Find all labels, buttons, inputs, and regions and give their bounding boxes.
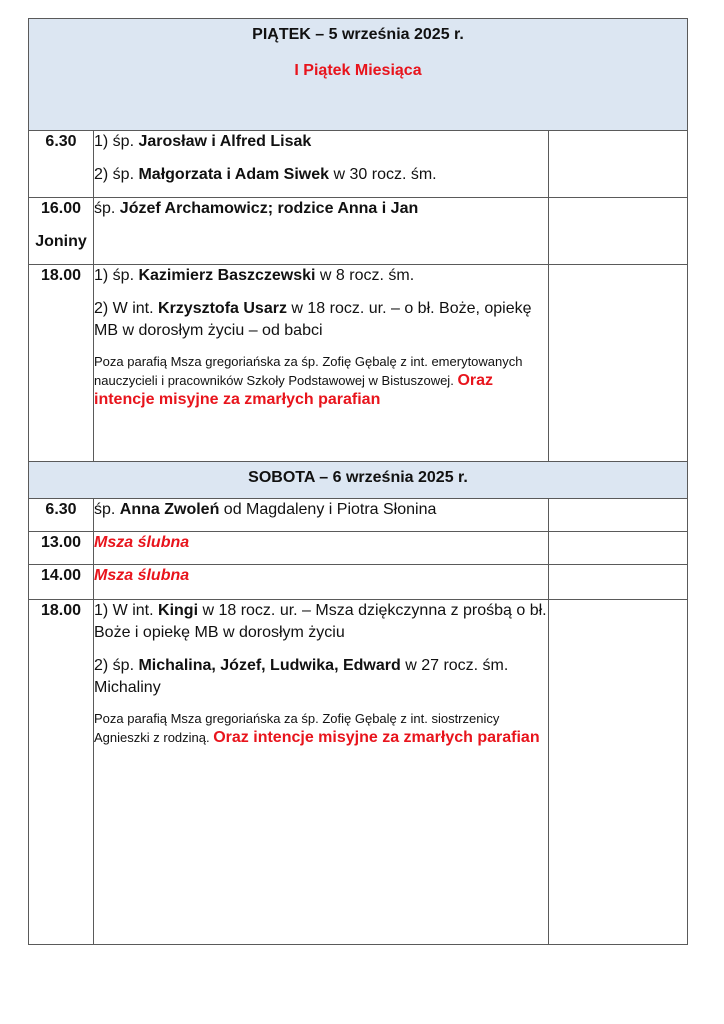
mass-time: 18.00 xyxy=(40,602,82,619)
intentions-cell xyxy=(94,565,549,600)
mass-time: 16.00 xyxy=(40,200,82,217)
intention-entry: 1) W int. Kingi w 18 rocz. ur. – Msza dziękczynna z prośbą o bł. Boże i opiekę MB w dorosłym życiu xyxy=(94,602,547,641)
mass-time: 18.00 xyxy=(40,267,82,284)
wedding-mass-label: Msza ślubna xyxy=(94,534,190,551)
intention-name: Jarosław i Alfred Lisak xyxy=(138,133,312,150)
saturday-header-row xyxy=(29,462,688,499)
saturday-header-cell xyxy=(29,462,688,499)
intention-name: Krzysztofa Usarz xyxy=(158,300,287,317)
table-row xyxy=(29,499,688,532)
mission-intentions-note: Oraz intencje misyjne za zmarłych parafian xyxy=(213,729,540,746)
intention-name: Józef Archamowicz; rodzice Anna i Jan xyxy=(119,200,419,217)
time-cell xyxy=(29,131,94,198)
empty-cell xyxy=(549,499,688,532)
intention-name: Małgorzata i Adam Siwek xyxy=(138,166,330,183)
intentions-cell xyxy=(94,131,549,198)
mass-time: 13.00 xyxy=(40,534,82,551)
intention-entry: 2) śp. Michalina, Józef, Ludwika, Edward w 27 rocz. śm. Michaliny xyxy=(94,657,509,696)
table-row xyxy=(29,565,688,600)
wedding-mass-label: Msza ślubna xyxy=(94,567,190,584)
saturday-title: SOBOTA – 6 września 2025 r. xyxy=(248,469,468,486)
table-row xyxy=(29,265,688,462)
intention-entry: 2) W int. Krzysztofa Usarz w 18 rocz. ur. – o bł. Boże, opiekę MB w dorosłym życiu – od babci xyxy=(94,300,532,339)
intention-name: Anna Zwoleń xyxy=(119,501,220,518)
intention-entry: 1) śp. Kazimierz Baszczewski w 8 rocz. śm. xyxy=(94,267,415,284)
table-row xyxy=(29,532,688,565)
intention-entry: 2) śp. Małgorzata i Adam Siwek w 30 rocz. śm. xyxy=(94,166,437,183)
mass-place: Joniny xyxy=(35,233,87,250)
intentions-cell xyxy=(94,532,549,565)
intentions-cell xyxy=(94,600,549,945)
time-cell xyxy=(29,198,94,265)
friday-header-row xyxy=(29,19,688,131)
friday-header-cell xyxy=(29,19,688,131)
time-cell xyxy=(29,265,94,462)
table-row xyxy=(29,600,688,945)
time-cell xyxy=(29,565,94,600)
friday-subtitle: I Piątek Miesiąca xyxy=(294,62,422,79)
intentions-cell xyxy=(94,265,549,462)
intentions-cell xyxy=(94,198,549,265)
mass-schedule-table xyxy=(28,18,688,945)
intention-name: Kazimierz Baszczewski xyxy=(138,267,316,284)
empty-cell xyxy=(549,600,688,945)
intention-entry: 1) śp. Jarosław i Alfred Lisak xyxy=(94,133,312,150)
friday-title: PIĄTEK – 5 września 2025 r. xyxy=(252,26,464,43)
empty-cell xyxy=(549,131,688,198)
mission-intentions-note: Oraz intencje misyjne za zmarłych parafian xyxy=(94,372,494,408)
table-row xyxy=(29,198,688,265)
mass-time: 6.30 xyxy=(45,501,77,518)
mass-time: 14.00 xyxy=(40,567,82,584)
intention-entry: śp. Józef Archamowicz; rodzice Anna i Jan xyxy=(94,200,419,217)
intention-name: Kingi xyxy=(158,602,199,619)
intention-entry: śp. Anna Zwoleń od Magdaleny i Piotra Słonina xyxy=(94,501,437,518)
table-row xyxy=(29,131,688,198)
time-cell xyxy=(29,499,94,532)
time-cell xyxy=(29,600,94,945)
empty-cell xyxy=(549,565,688,600)
time-cell xyxy=(29,532,94,565)
empty-cell xyxy=(549,198,688,265)
gregorian-note: Poza parafią Msza gregoriańska za śp. Zofię Gębalę z int. emerytowanych nauczycieli i pracowników Szkoły Podstawowej w Bistuszowej. Oraz intencje misyjne za zmarłych parafian xyxy=(94,354,523,408)
gregorian-note: Poza parafią Msza gregoriańska za śp. Zofię Gębalę z int. siostrzenicy Agnieszki z rodziną. Oraz intencje misyjne za zmarłych parafian xyxy=(94,711,540,746)
empty-cell xyxy=(549,265,688,462)
intentions-cell xyxy=(94,499,549,532)
mass-time: 6.30 xyxy=(45,133,77,150)
intention-name: Michalina, Józef, Ludwika, Edward xyxy=(138,657,401,674)
empty-cell xyxy=(549,532,688,565)
